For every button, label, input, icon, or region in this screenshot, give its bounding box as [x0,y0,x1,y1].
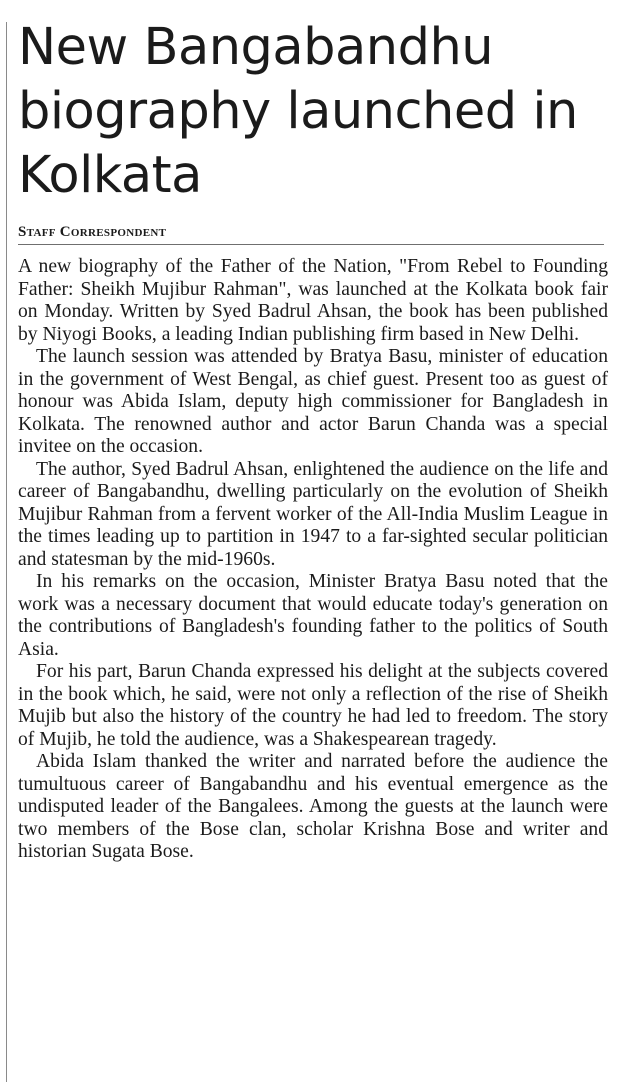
paragraph-4: In his remarks on the occasion, Minister Bratya Basu noted that the work was a necessary document that would educate today's generation on the contributions of Bangladesh's founding father to the politics of South Asia. [18,571,608,660]
article-body [18,256,608,864]
paragraph-6: Abida Islam thanked the writer and narrated before the audience the tumultuous career of Bangabandhu and his eventual emergence as the undisputed leader of the Bangalees. Among the guests at the launch were two members of the Bose clan, scholar Krishna Bose and writer and historian Sugata Bose. [18,751,608,862]
byline: Staff Correspondent [18,224,604,245]
article [18,16,608,864]
paragraph-3: The author, Syed Badrul Ahsan, enlightened the audience on the life and career of Bangabandhu, dwelling particularly on the evolution of Sheikh Mujibur Rahman from a fervent worker of the All-India Muslim League in the times leading up to partition in 1947 to a far-sighted secular politician and statesman by the mid-1960s. [18,458,608,570]
paragraph-1: A new biography of the Father of the Nation, "From Rebel to Founding Father: Sheikh Mujibur Rahman", was launched at the Kolkata book fair on Monday. Written by Syed Badrul Ahsan, the book has been published by Niyogi Books, a leading Indian publishing firm based in New Delhi. [18,256,608,345]
column-rule [6,22,7,1082]
paragraph-2: The launch session was attended by Bratya Basu, minister of education in the government of West Bengal, as chief guest. Present too as guest of honour was Abida Islam, deputy high commissioner for Bangladesh in Kolkata. The renowned author and actor Barun Chanda was a special invitee on the occasion. [18,346,608,457]
paragraph-5: For his part, Barun Chanda expressed his delight at the subjects covered in the book which, he said, were not only a reflection of the rise of Sheikh Mujib but also the history of the country he had led to freedom. The story of Mujib, he told the audience, was a Shakespearean tragedy. [18,661,608,750]
headline: New Bangabandhu biography launched in Kolkata [18,18,578,205]
